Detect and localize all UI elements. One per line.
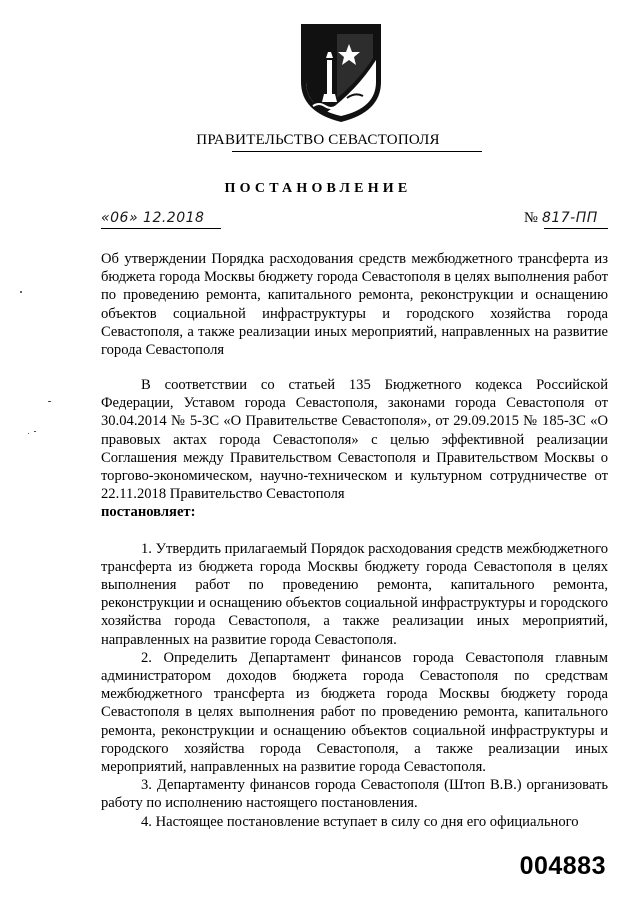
number-handwritten: 817-ПП <box>541 210 598 226</box>
scan-speck <box>48 401 51 402</box>
government-name: ПРАВИТЕЛЬСТВО СЕВАСТОПОЛЯ <box>196 132 440 148</box>
coat-of-arms-emblem <box>297 20 385 124</box>
number-underline <box>544 228 608 229</box>
list-item: 3. Департаменту финансов города Севастополя (Штоп В.В.) организовать работу по исполнению настоящего постановления. <box>101 777 608 812</box>
date-handwritten: «06» 12.2018 <box>101 210 205 226</box>
document-type-title: ПОСТАНОВЛЕНИЕ <box>224 181 412 196</box>
preamble-paragraph <box>101 376 608 522</box>
document-body <box>101 376 608 831</box>
number-prefix: № <box>524 210 538 226</box>
scan-speck <box>34 431 36 432</box>
government-name-underline <box>232 151 482 152</box>
preamble-emphasis: постановляет: <box>101 504 196 521</box>
list-item: 2. Определить Департамент финансов города Севастополя главным администратором доходов бюджета города Севастополя по средствам межбюджетного трансферта из бюджета города Москвы бюджету города Севастополя в целях выполнения работ по проведению ремонта, капитального ремонта, реконструкции и оснащению объектов социальной инфраструктуры и городского хозяйства города Севастополя, а также реализации иных мероприятий, направленных на развитие города Севастополя. <box>101 649 608 776</box>
document-subject: Об утверждении Порядка расходования средств межбюджетного трансферта из бюджета города Москвы бюджету города Севастополя в целях выполнения работ по проведению ремонта, капитального ремонта, реконструкции и оснащению объектов социальной инфраструктуры и городского хозяйства города Севастополя, а также реализации иных мероприятий, направленных на развитие города Севастополя <box>101 251 608 359</box>
document-number <box>524 209 598 227</box>
list-item: 1. Утвердить прилагаемый Порядок расходования средств межбюджетного трансферта из бюджета города Москвы бюджету города Севастополя в целях выполнения работ по проведению ремонта, капитального ремонта, реконструкции и оснащению объектов социальной инфраструктуры и городского хозяйства города Севастополя, а также реализации иных мероприятий, направленных на развитие города Севастополя. <box>101 540 608 648</box>
preamble-text: В соответствии со статьей 135 Бюджетного кодекса Российской Федерации, Уставом города Севастополя, законами города Севастополя от 30.04.2014 № 5-ЗС «О Правительстве Севастополя», от 29.09.2015 № 185-ЗС «О правовых актах города Севастополя» с целью эффективной реализации Соглашения между Правительством Севастополя и Правительством Москвы о торгово-экономическом, научно-техническом и культурном сотрудничестве от 22.11.2018 Правительство Севастополя <box>101 377 608 503</box>
list-item: 4. Настоящее постановление вступает в силу со дня его официального <box>141 813 579 830</box>
date-underline <box>101 228 221 229</box>
scan-speck <box>20 291 22 293</box>
serial-number-stamp: 004883 <box>519 852 606 880</box>
scan-speck <box>28 433 29 434</box>
document-date <box>101 209 204 227</box>
